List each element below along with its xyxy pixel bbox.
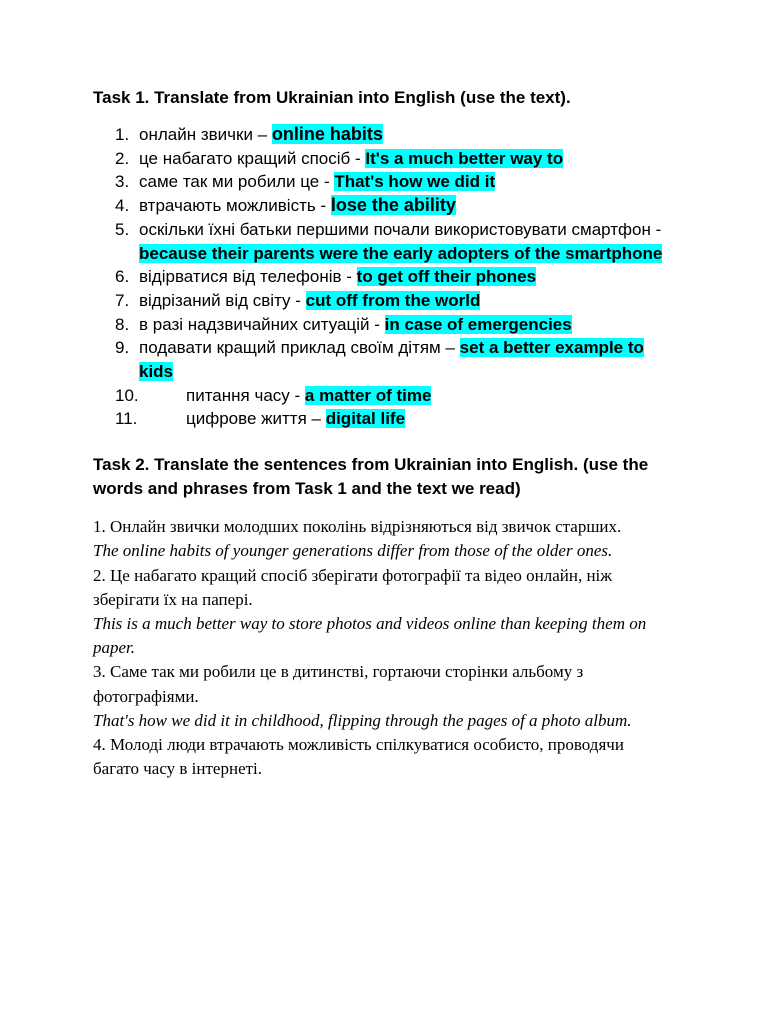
item-number: 7. — [115, 290, 130, 310]
item-number: 2. — [115, 148, 130, 168]
item-ukrainian: оскільки їхні батьки першими почали використовувати смартфон - — [139, 219, 662, 239]
item-number: 3. — [115, 172, 130, 192]
list-item — [93, 147, 678, 171]
sentence-ukrainian: 4. Молоді люди втрачають можливість спілкуватися особисто, проводячи багато часу в інтернеті. — [93, 734, 624, 779]
item-english-highlight: a matter of time — [304, 385, 432, 405]
list-item — [93, 123, 678, 147]
item-ukrainian: втрачають можливість - — [139, 196, 331, 216]
sentence-ukrainian: 2. Це набагато кращий спосіб зберігати фотографії та відео онлайн, ніж зберігати їх на папері. — [93, 565, 613, 609]
item-ukrainian: подавати кращий приклад своїм дітям – — [139, 338, 460, 358]
item-ukrainian: цифрове життя – — [186, 409, 326, 429]
sentence-ukrainian: 3. Саме так ми робили це в дитинстві, гортаючи сторінки альбому з фотографіями. — [93, 662, 584, 706]
document-page — [93, 86, 678, 781]
item-english-highlight: cut off from the world — [305, 290, 481, 310]
item-ukrainian: питання часу - — [186, 385, 305, 405]
item-ukrainian: це набагато кращий спосіб - — [139, 148, 366, 168]
item-ukrainian: в разі надзвичайних ситуацій - — [139, 314, 385, 334]
item-number: 1. — [115, 125, 130, 144]
list-item — [93, 407, 678, 431]
sentence-english: The online habits of younger generations differ from those of the older ones. — [93, 541, 613, 561]
item-ukrainian: відірватися від телефонів - — [139, 267, 357, 287]
list-item — [93, 313, 678, 337]
list-item — [93, 289, 678, 313]
item-ukrainian: саме так ми робили це - — [139, 172, 335, 192]
item-english-highlight: to get off their phones — [356, 267, 537, 287]
item-english-highlight: because their parents were the early adopters of the smartphone — [139, 243, 663, 263]
item-english-highlight: It's a much better way to — [365, 148, 564, 168]
item-ukrainian: онлайн звички – — [139, 125, 272, 144]
item-number: 9. — [115, 338, 130, 358]
item-number: 8. — [115, 314, 130, 334]
sentence-english: This is a much better way to store photos and videos online than keeping them on paper. — [93, 613, 647, 658]
task1-heading: Task 1. Translate from Ukrainian into English (use the text). — [93, 88, 571, 107]
list-item — [93, 218, 678, 265]
item-number: 10. — [115, 385, 139, 405]
item-number: 4. — [115, 196, 130, 216]
item-english-highlight: set a better example to kids — [139, 338, 644, 382]
task2-sentences — [93, 515, 661, 781]
sentence-english: That's how we did it in childhood, flipping through the pages of a photo album. — [93, 710, 632, 730]
item-ukrainian: відрізаний від світу - — [139, 290, 306, 310]
item-english-highlight: digital life — [325, 409, 406, 429]
list-item — [93, 170, 678, 194]
item-english-highlight: in case of emergencies — [384, 314, 572, 334]
item-english-highlight: online habits — [271, 124, 383, 144]
item-english-highlight: That's how we did it — [334, 172, 496, 192]
task1-list — [93, 123, 678, 431]
list-item — [93, 194, 678, 218]
list-item — [93, 265, 678, 289]
item-number: 6. — [115, 267, 130, 287]
task2-heading: Task 2. Translate the sentences from Ukrainian into English. (use the words and phrases from Task 1 and the text we read) — [93, 455, 649, 499]
sentence-ukrainian: 1. Онлайн звички молодших поколінь відрізняються від звичок старших. — [93, 517, 622, 537]
item-number: 5. — [115, 219, 130, 239]
item-english-highlight: lose the ability — [330, 195, 456, 216]
list-item — [93, 336, 678, 383]
item-number: 11. — [115, 409, 138, 429]
list-item — [93, 384, 678, 408]
